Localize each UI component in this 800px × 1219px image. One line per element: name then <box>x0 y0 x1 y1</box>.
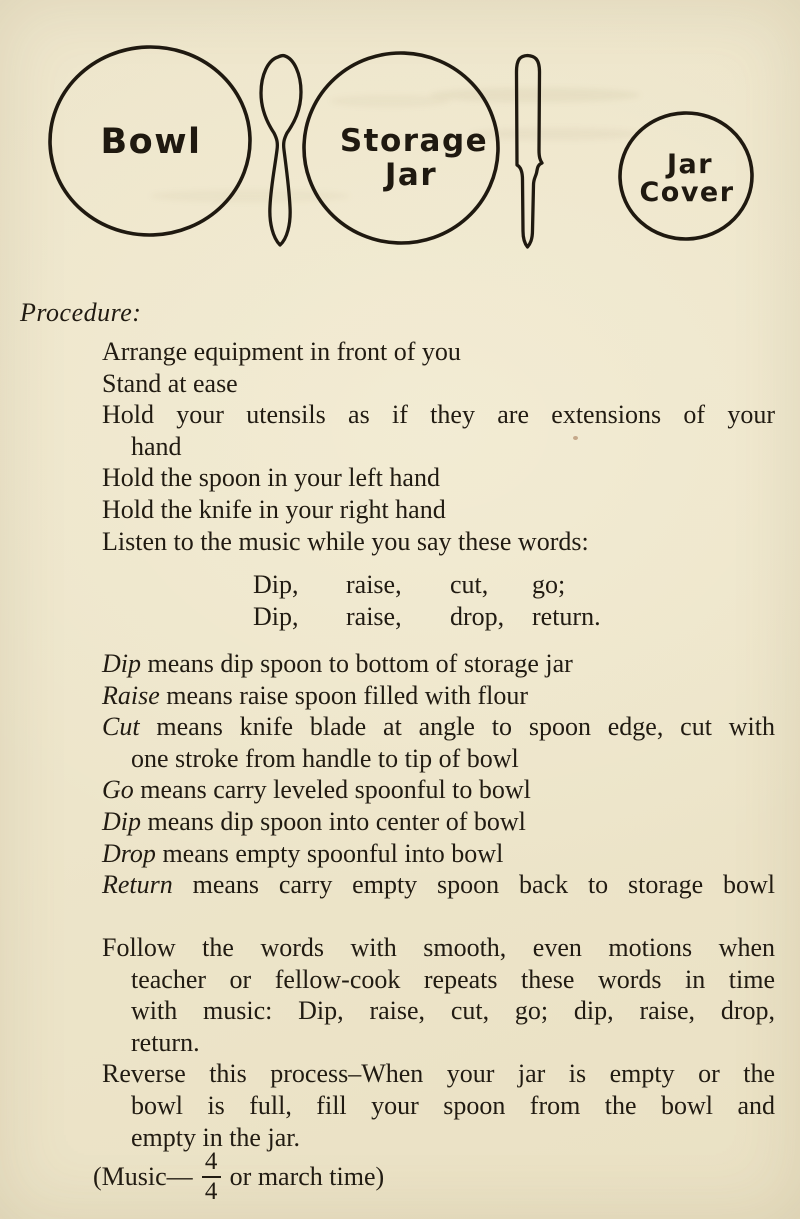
definition-line <box>102 774 800 806</box>
definition-text: means knife blade at angle to spoon edge, cut with <box>139 712 775 742</box>
jar-cover-label-line2: Cover <box>639 177 735 208</box>
procedure-step: Hold your utensils as if they are extensions of your <box>102 400 775 430</box>
storage-jar-label-line2: Jar <box>384 157 438 193</box>
follow-paragraph-line: Follow the words with smooth, even motions when <box>102 933 775 962</box>
procedure-step: Hold the knife in your right hand <box>102 494 446 524</box>
definition-line <box>102 838 800 870</box>
definition-text: means dip spoon into center of bowl <box>141 806 526 836</box>
definition-line <box>102 680 800 712</box>
reverse-paragraph-line: empty in the jar. <box>131 1122 300 1152</box>
place-setting-diagram <box>0 0 800 270</box>
definition-term: Drop <box>102 838 156 868</box>
definition-text: means carry empty spoon back to storage bowl <box>172 870 775 900</box>
procedure-step: Listen to the music while you say these words: <box>102 526 589 556</box>
fraction-denominator: 4 <box>204 1178 218 1205</box>
chant-word: Dip, <box>253 570 299 599</box>
definition-term: Dip <box>102 806 141 836</box>
procedure-step: Stand at ease <box>102 368 238 398</box>
chant-word: cut, <box>450 570 489 599</box>
closing-paragraphs <box>0 932 800 1153</box>
chant-word: go; <box>532 570 566 599</box>
procedure-steps <box>0 336 800 557</box>
music-note <box>93 1149 384 1204</box>
definition-continuation: one stroke from handle to tip of bowl <box>131 743 519 773</box>
definition-term: Go <box>102 775 134 805</box>
definition-term: Return <box>102 870 173 900</box>
chant-word: return. <box>532 601 601 631</box>
chant-word: drop, <box>450 601 505 631</box>
definition-term: Dip <box>102 649 141 678</box>
bowl-label: Bowl <box>100 122 202 162</box>
definition-line <box>102 806 800 838</box>
follow-paragraph-line: teacher or fellow-cook repeats these words in time <box>131 964 775 994</box>
spoon-drawing <box>261 56 301 245</box>
follow-paragraph-line: with music: Dip, raise, cut, go; dip, raise, drop, <box>131 996 775 1026</box>
chant <box>253 569 601 632</box>
knife-drawing <box>517 56 543 248</box>
jar-cover-label-line1: Jar <box>666 149 714 180</box>
procedure-heading: Procedure: <box>20 298 142 327</box>
definition-term: Cut <box>102 712 140 742</box>
definition-term: Raise <box>102 680 160 710</box>
definition-text: means carry leveled spoonful to bowl <box>133 775 531 805</box>
music-suffix: or march time) <box>229 1161 385 1191</box>
definitions <box>0 648 800 901</box>
definition-line <box>102 869 775 901</box>
definition-text: means raise spoon filled with flour <box>159 680 529 710</box>
definition-text: means dip spoon to bottom of storage jar <box>141 649 573 678</box>
fraction-numerator: 4 <box>204 1148 218 1175</box>
music-fraction <box>202 1149 221 1204</box>
procedure-step: Hold the spoon in your left hand <box>102 463 440 493</box>
chant-word: raise, <box>346 601 402 631</box>
definition-line <box>102 648 800 680</box>
definition-text: means empty spoonful into bowl <box>155 838 504 868</box>
reverse-paragraph-line: Reverse this process–When your jar is empty or the <box>102 1059 775 1089</box>
chant-row <box>253 601 601 633</box>
music-prefix: (Music— <box>93 1161 193 1191</box>
chant-word: Dip, <box>253 601 299 631</box>
step-continuation: hand <box>131 431 182 461</box>
procedure-step: Arrange equipment in front of you <box>102 337 461 366</box>
storage-jar-label-line1: Storage <box>339 123 489 159</box>
reverse-paragraph-line: bowl is full, fill your spoon from the bowl and <box>131 1090 775 1120</box>
chant-row <box>253 569 601 601</box>
definition-line <box>102 711 775 743</box>
follow-paragraph-line: return. <box>131 1027 200 1057</box>
chant-word: raise, <box>346 570 402 599</box>
